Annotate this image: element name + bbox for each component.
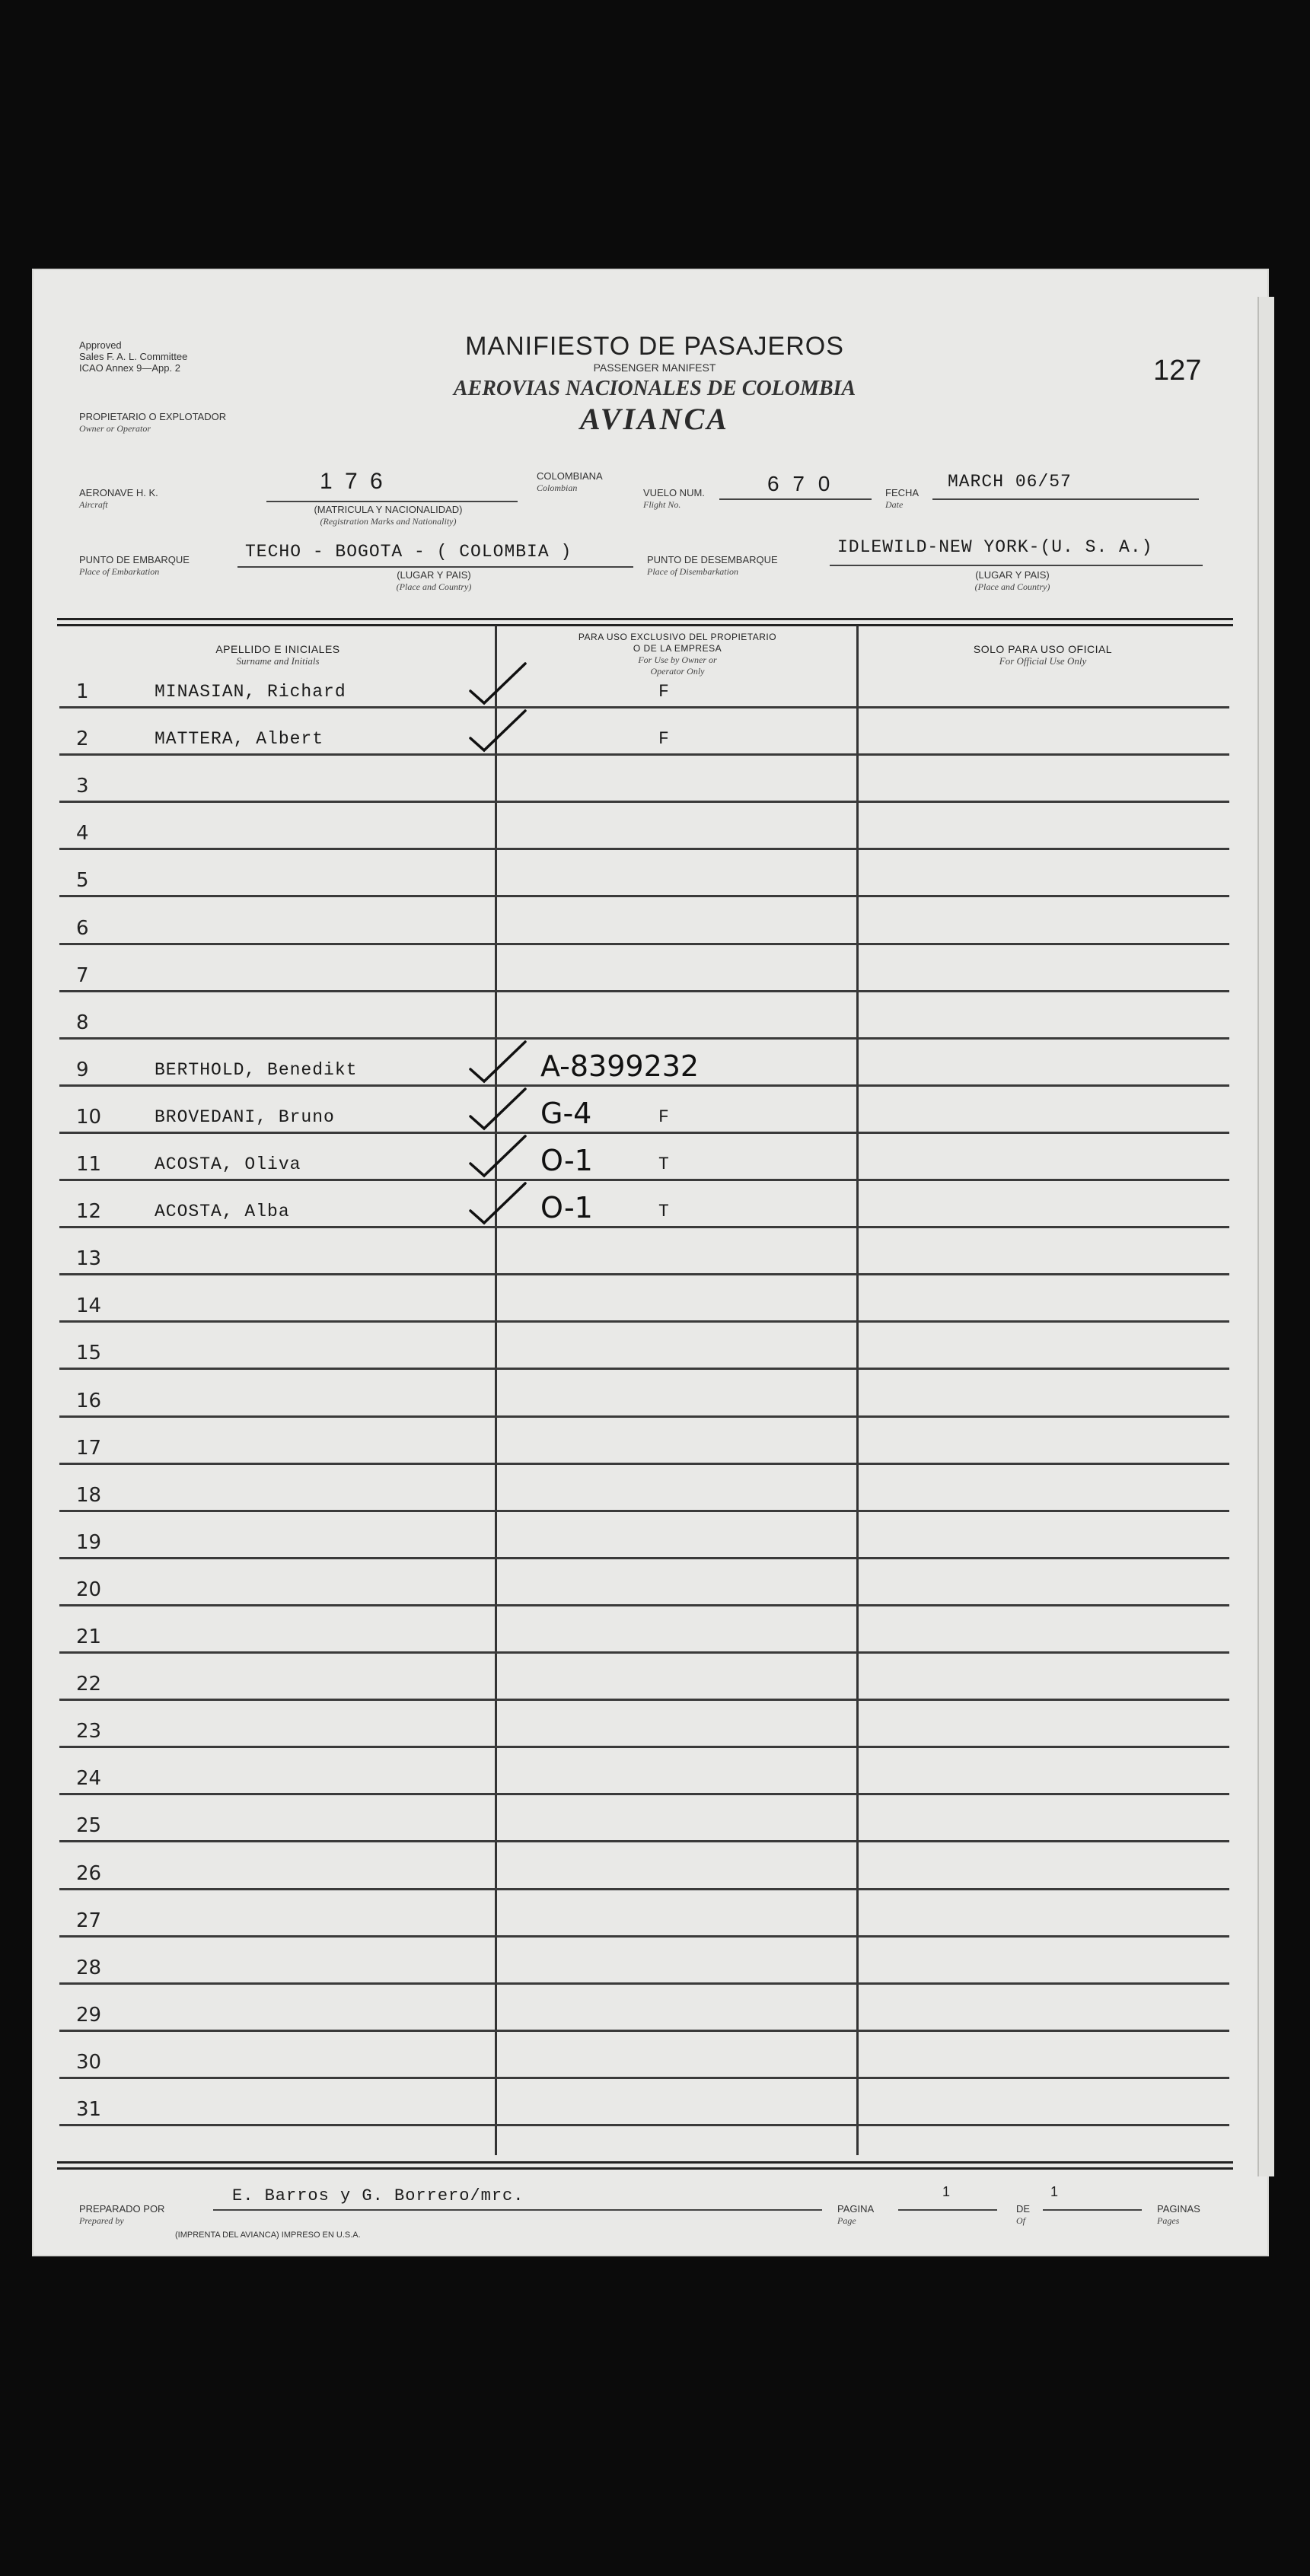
row-number: 13 (76, 1247, 102, 1271)
row-rule (59, 895, 1229, 897)
name-column-header (61, 643, 495, 667)
row-number: 8 (76, 1011, 89, 1034)
official-header-en: For Official Use Only (999, 655, 1087, 667)
aircraft-label-en: Aircraft (79, 499, 108, 510)
checkmark-icon (464, 1132, 533, 1185)
attached-sheet-edge (1257, 297, 1274, 2176)
row-number: 3 (76, 775, 89, 798)
table-top-rule-2 (57, 624, 1233, 626)
handwritten-note: O-1 (540, 1144, 593, 1177)
row-rule (59, 1179, 1229, 1181)
disembark-value: IDLEWILD-NEW YORK-(U. S. A.) (837, 537, 1153, 557)
embark-place-es: (LUGAR Y PAIS) (397, 569, 471, 581)
nationality-label-es: COLOMBIANA (537, 470, 603, 482)
row-rule (59, 943, 1229, 945)
row-rule (59, 1368, 1229, 1370)
checkmark-icon (464, 1084, 533, 1138)
row-number: 10 (76, 1105, 102, 1129)
checkmark-icon (464, 706, 533, 759)
of-underline (1043, 2209, 1142, 2211)
row-rule (59, 1651, 1229, 1654)
row-rule (59, 1557, 1229, 1559)
page-value: 1 (942, 2184, 951, 2199)
owner-header-en-1: For Use by Owner or (638, 654, 717, 665)
row-number: 12 (76, 1200, 102, 1224)
embark-label-en: Place of Embarkation (79, 566, 160, 577)
passenger-name: BERTHOLD, Benedikt (155, 1059, 358, 1080)
owner-header-en-2: Operator Only (650, 666, 705, 677)
row-number: 23 (76, 1720, 102, 1743)
date-label-es: FECHA (885, 487, 920, 498)
approval-note (79, 339, 187, 374)
owner-label (79, 411, 226, 435)
handwritten-note: A-8399232 (540, 1049, 700, 1083)
aircraft-label (79, 487, 158, 511)
official-header-es: SOLO PARA USO OFICIAL (973, 643, 1113, 655)
checkmark-icon (464, 1037, 533, 1091)
prepared-label-es: PREPARADO POR (79, 2203, 165, 2215)
row-number: 20 (76, 1578, 102, 1601)
date-underline (932, 498, 1199, 500)
flight-label-es: VUELO NUM. (643, 487, 705, 498)
approval-line-2: Sales F. A. L. Committee (79, 351, 188, 362)
passenger-name: MATTERA, Albert (155, 729, 324, 750)
disembark-underline (830, 565, 1203, 566)
aircraft-label-es: AERONAVE H. K. (79, 487, 158, 498)
row-number: 22 (76, 1673, 102, 1696)
pages-label-es: PAGINAS (1157, 2203, 1200, 2215)
page-label-es: PAGINA (837, 2203, 875, 2215)
of-value: 1 (1050, 2184, 1059, 2199)
handwritten-note: G-4 (540, 1096, 592, 1130)
row-number: 1 (76, 680, 89, 703)
disembark-place-es: (LUGAR Y PAIS) (975, 569, 1050, 581)
row-rule (59, 990, 1229, 992)
table-bottom-rule (57, 2161, 1233, 2164)
row-rule (59, 1982, 1229, 1985)
row-rule (59, 2124, 1229, 2126)
prepared-label (79, 2203, 164, 2227)
passenger-code: T (658, 1202, 670, 1222)
row-rule (59, 1273, 1229, 1275)
row-number: 4 (76, 822, 89, 845)
pages-label-en: Pages (1157, 2215, 1180, 2226)
embark-underline (237, 566, 633, 568)
passenger-name: ACOSTA, Oliva (155, 1154, 301, 1174)
row-number: 14 (76, 1294, 102, 1318)
row-rule (59, 1746, 1229, 1748)
nationality-label-en: Colombian (537, 482, 578, 493)
airline-brand: AVIANCA (580, 402, 729, 436)
of-label-es: DE (1016, 2203, 1031, 2215)
date-label-en: Date (885, 499, 904, 510)
nationality-label (537, 470, 603, 494)
row-rule (59, 1793, 1229, 1795)
prepared-label-en: Prepared by (79, 2215, 124, 2226)
row-number: 11 (76, 1153, 102, 1176)
aircraft-registration: 1 7 6 (320, 469, 386, 494)
page-underline (898, 2209, 997, 2211)
handwritten-note: O-1 (540, 1191, 593, 1225)
registration-caption (289, 504, 487, 527)
official-column-header (860, 643, 1226, 667)
embark-label (79, 554, 190, 578)
table-bottom-rule-2 (57, 2167, 1233, 2170)
row-number: 28 (76, 1956, 102, 1979)
row-rule (59, 1226, 1229, 1228)
manifest-title-block (396, 332, 913, 437)
passenger-code: T (658, 1154, 670, 1174)
passenger-code: F (658, 1107, 670, 1127)
embark-value: TECHO - BOGOTA - ( COLOMBIA ) (245, 542, 572, 562)
embark-place-caption (358, 569, 510, 593)
row-number: 2 (76, 728, 89, 751)
passenger-code: F (658, 729, 670, 750)
embark-place-en: (Place and Country) (396, 581, 472, 592)
row-rule (59, 1132, 1229, 1134)
passenger-code: F (658, 682, 670, 702)
page-label (837, 2203, 874, 2227)
row-number: 30 (76, 2050, 102, 2074)
column-divider-1 (495, 626, 497, 2155)
manifest-title-en: PASSENGER MANIFEST (593, 361, 716, 374)
registration-label-en: (Registration Marks and Nationality) (320, 516, 457, 527)
row-rule (59, 848, 1229, 850)
registration-label-es: (MATRICULA Y NACIONALIDAD) (314, 504, 463, 515)
row-number: 26 (76, 1861, 102, 1885)
row-rule (59, 1604, 1229, 1606)
row-number: 29 (76, 2003, 102, 2027)
flight-number: 6 7 0 (767, 472, 834, 495)
disembark-place-caption (936, 569, 1088, 593)
row-rule (59, 1935, 1229, 1938)
name-header-es: APELLIDO E INICIALES (215, 643, 340, 655)
row-rule (59, 1037, 1229, 1040)
disembark-label (647, 554, 778, 578)
owner-label-en: Owner or Operator (79, 423, 151, 434)
disembark-place-en: (Place and Country) (974, 581, 1050, 592)
row-number: 18 (76, 1483, 102, 1507)
row-number: 27 (76, 1909, 102, 1932)
flight-label-en: Flight No. (643, 499, 681, 510)
aircraft-underline (266, 501, 518, 502)
table-top-rule (57, 618, 1233, 620)
row-rule (59, 1699, 1229, 1701)
row-rule (59, 2077, 1229, 2079)
row-rule (59, 2030, 1229, 2032)
owner-column-header (499, 632, 856, 677)
approval-line-3: ICAO Annex 9—App. 2 (79, 362, 180, 374)
embark-label-es: PUNTO DE EMBARQUE (79, 554, 190, 565)
approval-line-1: Approved (79, 339, 122, 351)
prepared-value: E. Barros y G. Borrero/mrc. (232, 2186, 524, 2205)
page-label-en: Page (837, 2215, 856, 2226)
row-number: 16 (76, 1389, 102, 1412)
row-rule (59, 1888, 1229, 1890)
airline-name: AEROVIAS NACIONALES DE COLOMBIA (453, 377, 856, 400)
disembark-label-es: PUNTO DE DESEMBARQUE (647, 554, 778, 565)
row-rule (59, 801, 1229, 803)
prepared-underline (213, 2209, 822, 2211)
flight-label (643, 487, 705, 511)
disembark-label-en: Place of Disembarkation (647, 566, 738, 577)
row-rule (59, 1510, 1229, 1512)
row-number: 31 (76, 2098, 102, 2121)
row-rule (59, 1415, 1229, 1418)
of-label (1016, 2203, 1030, 2227)
row-rule (59, 1840, 1229, 1842)
page-number: 127 (1153, 355, 1202, 387)
row-number: 19 (76, 1530, 102, 1554)
date-label (885, 487, 919, 511)
passenger-name: ACOSTA, Alba (155, 1202, 290, 1222)
row-number: 25 (76, 1814, 102, 1838)
passenger-name: BROVEDANI, Bruno (155, 1107, 335, 1127)
row-number: 5 (76, 869, 89, 893)
row-number: 7 (76, 963, 89, 987)
owner-header-es-1: PARA USO EXCLUSIVO DEL PROPIETARIO (578, 632, 777, 642)
row-rule (59, 753, 1229, 756)
passenger-name: MINASIAN, Richard (155, 682, 346, 702)
owner-header-es-2: O DE LA EMPRESA (633, 643, 722, 654)
row-number: 21 (76, 1626, 102, 1648)
flight-date: MARCH 06/57 (948, 472, 1072, 492)
row-number: 6 (76, 916, 89, 940)
checkmark-icon (464, 659, 533, 712)
row-rule (59, 1463, 1229, 1465)
printer-note: (IMPRENTA DEL AVIANCA) IMPRESO EN U.S.A. (175, 2231, 361, 2240)
pages-label (1157, 2203, 1200, 2227)
checkmark-icon (464, 1179, 533, 1232)
row-rule (59, 1084, 1229, 1087)
flight-underline (719, 498, 872, 500)
row-number: 15 (76, 1342, 102, 1365)
row-number: 24 (76, 1767, 102, 1791)
owner-label-es: PROPIETARIO O EXPLOTADOR (79, 411, 227, 422)
manifest-title: MANIFIESTO DE PASAJEROS (465, 332, 844, 361)
row-rule (59, 706, 1229, 708)
row-rule (59, 1320, 1229, 1323)
of-label-en: Of (1016, 2215, 1025, 2226)
name-header-en: Surname and Initials (236, 655, 320, 667)
row-number: 17 (76, 1436, 102, 1460)
column-divider-2 (856, 626, 859, 2155)
row-number: 9 (76, 1058, 89, 1081)
